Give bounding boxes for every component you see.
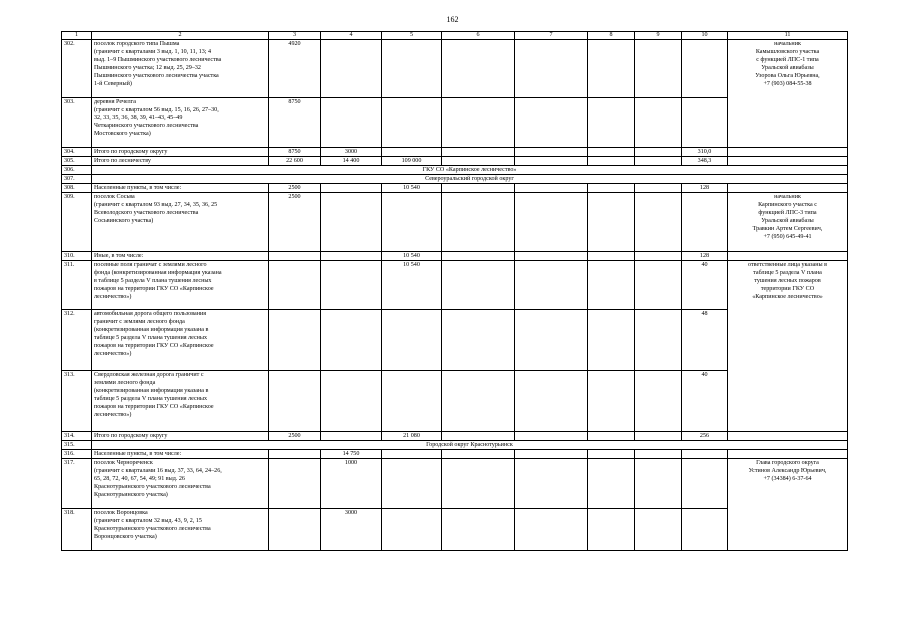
value-col-3: 2500 [269, 184, 321, 193]
value-col-9 [635, 450, 682, 459]
value-col-6 [442, 310, 515, 371]
value-col-4: 14 400 [321, 157, 382, 166]
table-row [62, 148, 848, 157]
value-col-5 [382, 310, 442, 371]
section-title: ГКУ СО «Карпинское лесничество» [92, 166, 848, 175]
value-col-7 [515, 432, 588, 441]
value-col-7 [515, 509, 588, 551]
value-col-4 [321, 261, 382, 310]
value-col-8 [588, 98, 635, 148]
row-number: 309. [62, 193, 92, 252]
value-col-7 [515, 157, 588, 166]
value-col-9 [635, 371, 682, 432]
value-col-5 [382, 193, 442, 252]
value-col-5 [382, 509, 442, 551]
value-col-3 [269, 459, 321, 509]
value-col-10: 40 [682, 371, 728, 432]
value-col-5: 109 000 [382, 157, 442, 166]
value-col-9 [635, 509, 682, 551]
column-header-9: 9 [635, 32, 682, 40]
value-col-8 [588, 450, 635, 459]
value-col-4 [321, 40, 382, 98]
row-name: Итого по городскому округу [92, 148, 269, 157]
value-col-8 [588, 310, 635, 371]
responsible-contact [728, 148, 848, 157]
row-number: 316. [62, 450, 92, 459]
value-col-8 [588, 184, 635, 193]
table-row [62, 450, 848, 459]
row-name: посевные поля граничат с землями лесного фонда (конкретизированная информация указана в таблице 5 раздела V плана тушения лесных пожаров на территории ГКУ СО «Карпинское лесничество») [92, 261, 269, 310]
value-col-8 [588, 148, 635, 157]
value-col-10 [682, 193, 728, 252]
value-col-4: 3000 [321, 509, 382, 551]
value-col-9 [635, 157, 682, 166]
value-col-6 [442, 450, 515, 459]
column-header-1: 1 [62, 32, 92, 40]
value-col-6 [442, 261, 515, 310]
table-row [62, 193, 848, 252]
value-col-6 [442, 157, 515, 166]
value-col-5 [382, 450, 442, 459]
value-col-6 [442, 40, 515, 98]
responsible-contact [728, 432, 848, 441]
value-col-6 [442, 459, 515, 509]
value-col-9 [635, 193, 682, 252]
responsible-contact: ответственные лица указаны в таблице 5 раздела V плана тушения лесных пожаров территории ГКУ СО «Карпинское лесничество» [728, 261, 848, 432]
value-col-7 [515, 148, 588, 157]
value-col-10 [682, 509, 728, 551]
row-number: 310. [62, 252, 92, 261]
value-col-3 [269, 450, 321, 459]
row-number: 311. [62, 261, 92, 310]
value-col-7 [515, 261, 588, 310]
value-col-4 [321, 432, 382, 441]
column-header-5: 5 [382, 32, 442, 40]
value-col-7 [515, 40, 588, 98]
value-col-4 [321, 252, 382, 261]
value-col-6 [442, 432, 515, 441]
value-col-6 [442, 148, 515, 157]
column-header-7: 7 [515, 32, 588, 40]
value-col-5 [382, 371, 442, 432]
responsible-contact [728, 252, 848, 261]
value-col-3: 4920 [269, 40, 321, 98]
value-col-8 [588, 509, 635, 551]
row-number: 302. [62, 40, 92, 98]
column-header-3: 3 [269, 32, 321, 40]
row-number: 314. [62, 432, 92, 441]
value-col-3 [269, 252, 321, 261]
row-name: поселок городского типа Пышма (граничит с кварталами 3 выд. 1, 10, 11, 13; 4 выд. 1–9 Пышминского участкового лесничества Пышминского участка; 12 выд. 25, 29–32 Пышминского участкового лесничества участка 1-й Северный) [92, 40, 269, 98]
value-col-7 [515, 193, 588, 252]
responsible-contact [728, 450, 848, 459]
row-name: Свердловская железная дорога граничит с землями лесного фонда (конкретизированная информация указана в таблице 5 раздела V плана тушения лесных пожаров на территории ГКУ СО «Карпинское лесничество») [92, 371, 269, 432]
row-name: Итого по лесничеству [92, 157, 269, 166]
table-row [62, 432, 848, 441]
column-header-10: 10 [682, 32, 728, 40]
value-col-5 [382, 40, 442, 98]
value-col-9 [635, 252, 682, 261]
row-number: 308. [62, 184, 92, 193]
value-col-6 [442, 184, 515, 193]
value-col-7 [515, 371, 588, 432]
value-col-8 [588, 157, 635, 166]
value-col-6 [442, 98, 515, 148]
value-col-3: 8750 [269, 148, 321, 157]
column-header-11: 11 [728, 32, 848, 40]
value-col-3: 8750 [269, 98, 321, 148]
value-col-9 [635, 40, 682, 98]
value-col-3 [269, 371, 321, 432]
responsible-contact: начальник Камышловского участка с функцией ЛПС-1 типа Уральской авиабазы Узорова Ольга Юрьевна, +7 (903) 084-55-38 [728, 40, 848, 148]
value-col-10: 40 [682, 261, 728, 310]
value-col-5: 10 540 [382, 261, 442, 310]
column-header-6: 6 [442, 32, 515, 40]
column-header-8: 8 [588, 32, 635, 40]
row-number: 313. [62, 371, 92, 432]
table-row [62, 166, 848, 175]
value-col-3: 22 600 [269, 157, 321, 166]
table-row [62, 184, 848, 193]
table-row [62, 40, 848, 98]
row-name: Итого по городскому округу [92, 432, 269, 441]
value-col-3: 2500 [269, 193, 321, 252]
value-col-7 [515, 252, 588, 261]
row-number: 318. [62, 509, 92, 551]
value-col-9 [635, 261, 682, 310]
value-col-8 [588, 432, 635, 441]
value-col-10: 48 [682, 310, 728, 371]
value-col-8 [588, 40, 635, 98]
responsible-contact: Глава городского округа Устинов Александр Юрьевич, +7 (34384) 6-37-64 [728, 459, 848, 551]
value-col-10 [682, 98, 728, 148]
column-number-header [62, 32, 848, 40]
value-col-6 [442, 509, 515, 551]
value-col-5 [382, 98, 442, 148]
row-name: Иные, в том числе: [92, 252, 269, 261]
value-col-9 [635, 184, 682, 193]
value-col-7 [515, 310, 588, 371]
value-col-10 [682, 459, 728, 509]
value-col-3 [269, 509, 321, 551]
value-col-8 [588, 252, 635, 261]
value-col-10: 256 [682, 432, 728, 441]
value-col-3: 2500 [269, 432, 321, 441]
table-row [62, 175, 848, 184]
value-col-10 [682, 450, 728, 459]
row-number: 307. [62, 175, 92, 184]
column-header-4: 4 [321, 32, 382, 40]
row-name: автомобильная дорога общего пользования граничит с землями лесного фонда (конкретизированная информация указана в таблице 5 раздела V плана тушения лесных пожаров на территории ГКУ СО «Карпинское лесничество») [92, 310, 269, 371]
value-col-9 [635, 459, 682, 509]
table-row [62, 441, 848, 450]
value-col-3 [269, 310, 321, 371]
fire-plan-table [61, 31, 848, 551]
value-col-8 [588, 459, 635, 509]
value-col-10: 348,3 [682, 157, 728, 166]
value-col-4: 3000 [321, 148, 382, 157]
table-row [62, 459, 848, 509]
row-number: 315. [62, 441, 92, 450]
section-title: Городской округ Краснотурьинск [92, 441, 848, 450]
value-col-10: 128 [682, 252, 728, 261]
value-col-10: 128 [682, 184, 728, 193]
value-col-8 [588, 261, 635, 310]
responsible-contact: начальник Карпинского участка с функцией ЛПС-3 типа Уральской авиабазы Травкин Артем Сергеевич, +7 (950) 645-49-41 [728, 193, 848, 252]
value-col-5: 10 540 [382, 184, 442, 193]
value-col-4 [321, 371, 382, 432]
row-name: поселок Сосьва (граничит с кварталом 93 выд. 27, 34, 35, 36, 25 Всеволодского участкового лесничества Сосьвинского участка) [92, 193, 269, 252]
value-col-9 [635, 432, 682, 441]
row-number: 306. [62, 166, 92, 175]
value-col-5 [382, 459, 442, 509]
value-col-4 [321, 310, 382, 371]
value-col-9 [635, 148, 682, 157]
value-col-7 [515, 459, 588, 509]
value-col-4 [321, 184, 382, 193]
responsible-contact [728, 184, 848, 193]
value-col-4 [321, 193, 382, 252]
table-row [62, 252, 848, 261]
value-col-9 [635, 98, 682, 148]
row-number: 303. [62, 98, 92, 148]
value-col-4: 14 750 [321, 450, 382, 459]
section-title: Североуральский городской округ [92, 175, 848, 184]
value-col-7 [515, 184, 588, 193]
row-name: поселок Чернореченск (граничит с кварталами 16 выд. 37, 33, 64, 24–26, 65, 28, 72, 40, 67, 54, 49; 91 выд. 26 Краснотурьинского участкового лесничества Краснотурьинского участка) [92, 459, 269, 509]
value-col-5: 21 080 [382, 432, 442, 441]
table-row [62, 261, 848, 310]
row-number: 304. [62, 148, 92, 157]
value-col-7 [515, 98, 588, 148]
value-col-6 [442, 193, 515, 252]
value-col-4 [321, 98, 382, 148]
value-col-8 [588, 371, 635, 432]
value-col-10: 310,0 [682, 148, 728, 157]
page-number: 162 [446, 15, 459, 24]
column-header-2: 2 [92, 32, 269, 40]
row-number: 305. [62, 157, 92, 166]
row-name: Населенные пункты, в том числе: [92, 450, 269, 459]
table-row [62, 157, 848, 166]
value-col-5: 10 540 [382, 252, 442, 261]
row-number: 312. [62, 310, 92, 371]
row-name: деревня Речелга (граничит с кварталом 56 выд. 15, 16, 26, 27–30, 32, 33, 35, 36, 38, 39, 41–43, 45–49 Четкаринского участкового лесничества Мостовского участка) [92, 98, 269, 148]
value-col-4: 1000 [321, 459, 382, 509]
value-col-10 [682, 40, 728, 98]
value-col-6 [442, 371, 515, 432]
value-col-3 [269, 261, 321, 310]
row-number: 317. [62, 459, 92, 509]
value-col-5 [382, 148, 442, 157]
value-col-7 [515, 450, 588, 459]
responsible-contact [728, 157, 848, 166]
value-col-9 [635, 310, 682, 371]
value-col-6 [442, 252, 515, 261]
row-name: Населенные пункты, в том числе: [92, 184, 269, 193]
value-col-8 [588, 193, 635, 252]
row-name: поселок Воронцовка (граничит с кварталом 32 выд. 43, 9, 2, 15 Краснотурьинского участкового лесничества Воронцовского участка) [92, 509, 269, 551]
